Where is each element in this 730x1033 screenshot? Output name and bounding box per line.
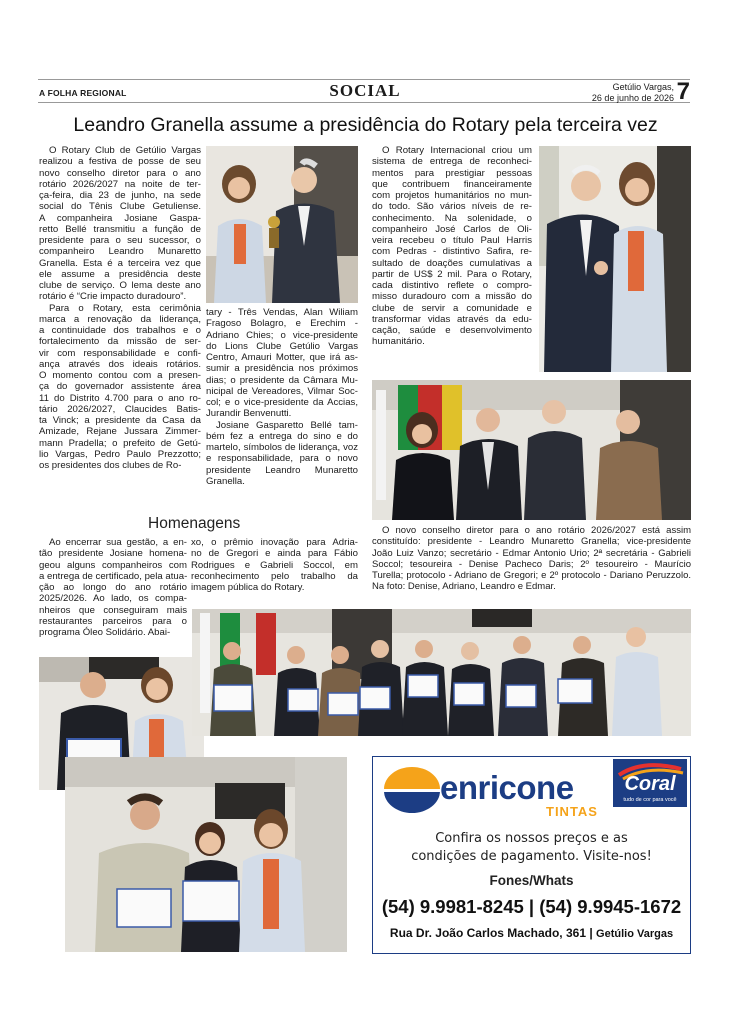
text-line: João Luiz Vanzo; secretário - Edmar Antonio Urio; 2ª secretária - Gabrieli xyxy=(372,547,691,559)
advertisement-enricone[interactable] xyxy=(372,756,691,954)
text-line: transformar vidas através da edu- xyxy=(372,313,532,325)
text-line: conhecimento. Na solenidade, o xyxy=(372,212,532,224)
photo-bell-handover xyxy=(206,146,358,303)
text-line: do Lions Clube Getúlio Vargas xyxy=(206,340,358,352)
section-title: SOCIAL xyxy=(329,81,401,100)
text-line: tary - Três Vendas, Alan Wiliam xyxy=(206,307,358,318)
text-line: Para o Rotary, esta cerimônia xyxy=(49,302,201,314)
text-line: Amizade, Rejane Jussara Zimmer- xyxy=(39,426,201,438)
ad-line-1: Confira os nossos preços e as xyxy=(435,831,628,846)
board-photo-caption xyxy=(372,525,691,593)
text-line: O novo conselho diretor para o ano rotário 2026/2027 está assim xyxy=(382,525,691,536)
text-line: lio Vargas, Pedro Paulo Prezzotto; xyxy=(39,448,201,460)
text-line: cação, saúde e desenvolvimento xyxy=(372,325,532,336)
ad-address-city: Getúlio Vargas xyxy=(596,928,674,940)
ad-contact-label: Fones/Whats xyxy=(489,873,574,888)
text-line: nicipal de Vereadores, Vilmar Soc- xyxy=(206,385,358,397)
subhead-homenagens: Homenagens xyxy=(148,515,241,532)
text-line: 2025/2026. Ao lado, os compa- xyxy=(39,593,187,605)
enricone-logo xyxy=(382,763,608,821)
text-line: vir com responsabilidade e confi- xyxy=(39,347,201,359)
text-line: dias; o presidente da Câmara Mu- xyxy=(206,374,358,386)
text-line: partir de US$ 2 mil. Para o Rotary, xyxy=(372,268,532,280)
text-line: bém fez a entrega do sino e do xyxy=(206,430,358,442)
text-line: ça-feira, dia 23 de junho, na sede xyxy=(39,190,201,201)
text-line: clube de serviço. O lema deste ano xyxy=(39,280,201,291)
text-line: com Pedras - distintivo Safira, re- xyxy=(372,246,532,258)
text-line: veira recebeu o título Paul Harris xyxy=(372,235,532,246)
ad-address-sep: | xyxy=(589,926,597,940)
text-line: geou alguns companheiros com xyxy=(39,559,187,571)
enricone-brand-sub: TINTAS xyxy=(546,804,598,819)
text-line: Ao encerrar sua gestão, a en- xyxy=(49,537,187,548)
text-line: do todo. São vários níveis de re- xyxy=(372,201,532,213)
text-line: mann Pradella; o prefeito de Getú- xyxy=(39,437,201,449)
text-line: os presidentes dos clubes de Ro- xyxy=(39,460,182,471)
text-line: mentos para prestigiar pessoas xyxy=(372,167,532,179)
photo-new-board xyxy=(372,380,691,520)
text-line: Rodrigues e Gabrieli Soccol, em xyxy=(191,559,358,571)
text-line: nheiros que conseguiram mais xyxy=(39,604,187,616)
text-line: imagem pública do Rotary. xyxy=(191,582,305,593)
text-line: rotário 2026/2027 na noite de ter- xyxy=(39,178,201,190)
text-line: tário 2026/2027, Claucides Batis- xyxy=(39,403,201,415)
text-line: reconhecimento pelo trabalho da xyxy=(191,570,358,582)
text-line: ta Vinck; a presidente da Casa da xyxy=(39,415,201,426)
text-line: novo conselho diretor para o ano xyxy=(39,167,201,179)
text-line: retto Bellé transmitiu a função de xyxy=(39,223,201,235)
text-line: no de Gregori e ainda para Fábio xyxy=(191,548,358,560)
text-line: sumir a presidência nos próximos xyxy=(206,363,358,375)
enricone-logo-mark-icon xyxy=(382,765,442,815)
headline: Leandro Granella assume a presidência do Rotary pela terceira vez xyxy=(73,114,658,136)
text-line: Turella; protocolo - Adriano de Gregori; e 2º protocolo - Dariano Peruzzolo. xyxy=(372,570,691,582)
coral-logo xyxy=(613,759,687,807)
text-line: e responsabilidade, para o novo xyxy=(206,453,358,465)
dateline xyxy=(592,82,674,104)
text-line: presidente para o seu sucessor, o xyxy=(39,235,201,246)
photo-group-certificates xyxy=(192,609,691,736)
text-line: xo, o prêmio inovação para Adria- xyxy=(191,537,358,548)
photo-paul-harris-art xyxy=(539,146,691,372)
text-line: col; e o vice-presidente da Accias, xyxy=(206,397,358,408)
text-line: a entrega de certificado, pela atua- xyxy=(39,570,188,582)
text-line: sistema de entrega de reconheci- xyxy=(372,156,532,168)
ad-line-2: condições de pagamento. Visite-nos! xyxy=(411,849,652,864)
text-line: Centro, Amauri Motter, que irá as- xyxy=(206,352,358,363)
coral-brand: Coral xyxy=(624,773,676,795)
text-line: martelo, símbolos de liderança, voz xyxy=(206,442,358,453)
article-column-2b xyxy=(191,537,358,593)
text-line: com projetos humanitários no mun- xyxy=(372,190,532,201)
text-line: social do Tênis Clube Getuliense. xyxy=(39,201,201,213)
text-line: a continuidade dos trabalhos e o xyxy=(39,325,201,336)
text-line: tão presidente Josiane homena- xyxy=(39,548,187,560)
text-line: Soccol; tesoureira - Denise Pacheco Daris; 2º tesoureiro - Maurício xyxy=(372,558,691,570)
text-line: 11 do Distrito 4.700 para o ano ro- xyxy=(39,392,201,404)
text-line: que contribuem financeiramente xyxy=(372,178,532,190)
dateline-date: 26 de junho de 2026 xyxy=(591,93,674,103)
photo-bell-handover-art xyxy=(206,146,358,303)
ad-address xyxy=(373,926,690,940)
ad-address-street: Rua Dr. João Carlos Machado, 361 xyxy=(389,926,586,940)
text-line: Granella. xyxy=(206,475,245,487)
text-line: marca a renovação da liderança, xyxy=(39,313,201,325)
article-column-1b xyxy=(39,537,187,638)
text-line: humanitário. xyxy=(372,336,425,348)
text-line: sultado de doações cumulativas a xyxy=(372,257,532,269)
publication-name: A FOLHA REGIONAL xyxy=(39,88,127,98)
text-line: Na foto: Denise, Adriano, Leandro e Edmar. xyxy=(372,581,556,593)
text-line: ça do governador assistente área xyxy=(39,381,201,393)
text-line: ele assume a presidência deste xyxy=(39,268,201,280)
text-line: clube de servir a comunidade e xyxy=(372,302,532,314)
ad-phones[interactable]: (54) 9.9981-8245 | (54) 9.9945-1672 xyxy=(381,896,682,917)
text-line: Josiane Gasparetto Bellé tam- xyxy=(216,419,358,431)
text-line: A companheira Josiane Gaspa- xyxy=(39,212,201,224)
photo-inovacao-award-art xyxy=(65,757,347,952)
text-line: O Rotary Internacional criou um xyxy=(382,145,532,156)
text-line: ança através dos ideais rotários. xyxy=(39,358,201,370)
text-line: fortalecimento da missão de ser- xyxy=(39,336,201,348)
photo-paul-harris xyxy=(539,146,691,372)
text-line: programa Óleo Solidário. Abai- xyxy=(39,627,171,638)
text-line: O Rotary Club de Getúlio Vargas xyxy=(49,145,201,156)
text-line: cada distintivo reflete o compro- xyxy=(372,280,532,291)
text-line: rotário é “Crie impacto duradouro”. xyxy=(39,291,187,303)
text-line: O momento contou com a presen- xyxy=(39,370,201,381)
text-line: Adriano Chies; o vice-presidente xyxy=(206,329,358,341)
photo-new-board-art xyxy=(372,380,691,520)
article-column-1 xyxy=(39,145,201,471)
photo-group-certificates-art xyxy=(192,609,691,736)
text-line: presidente Leandro Munaretto xyxy=(206,464,358,476)
text-line: misso duradouro com a missão do xyxy=(372,291,532,303)
article-column-2 xyxy=(206,307,358,487)
text-line: Fragoso Bolagro, e Erechim - xyxy=(206,318,358,330)
enricone-brand: enricone xyxy=(440,769,574,806)
text-line: companheiro José Carlos de Oli- xyxy=(372,223,532,235)
text-line: Granella. Esta é a terceira vez que xyxy=(39,257,201,269)
photo-inovacao-award xyxy=(65,757,347,952)
header-top-rule xyxy=(38,79,690,80)
article-column-3 xyxy=(372,145,532,348)
text-line: ção ao longo do ano rotário xyxy=(39,582,187,593)
dateline-city: Getúlio Vargas, xyxy=(612,82,674,92)
text-line: restaurantes parceiros para o xyxy=(39,615,187,627)
text-line: companheiro Leandro Munaretto xyxy=(39,246,201,258)
text-line: Jurandir Benvenutti. xyxy=(206,408,292,420)
text-line: realizou a festiva de posse de seu xyxy=(39,156,201,168)
coral-tagline: tudo de cor para você xyxy=(623,797,677,803)
text-line: constituído: presidente - Leandro Munaretto Granella; vice-presidente xyxy=(372,536,691,548)
page-number: 7 xyxy=(676,78,690,105)
